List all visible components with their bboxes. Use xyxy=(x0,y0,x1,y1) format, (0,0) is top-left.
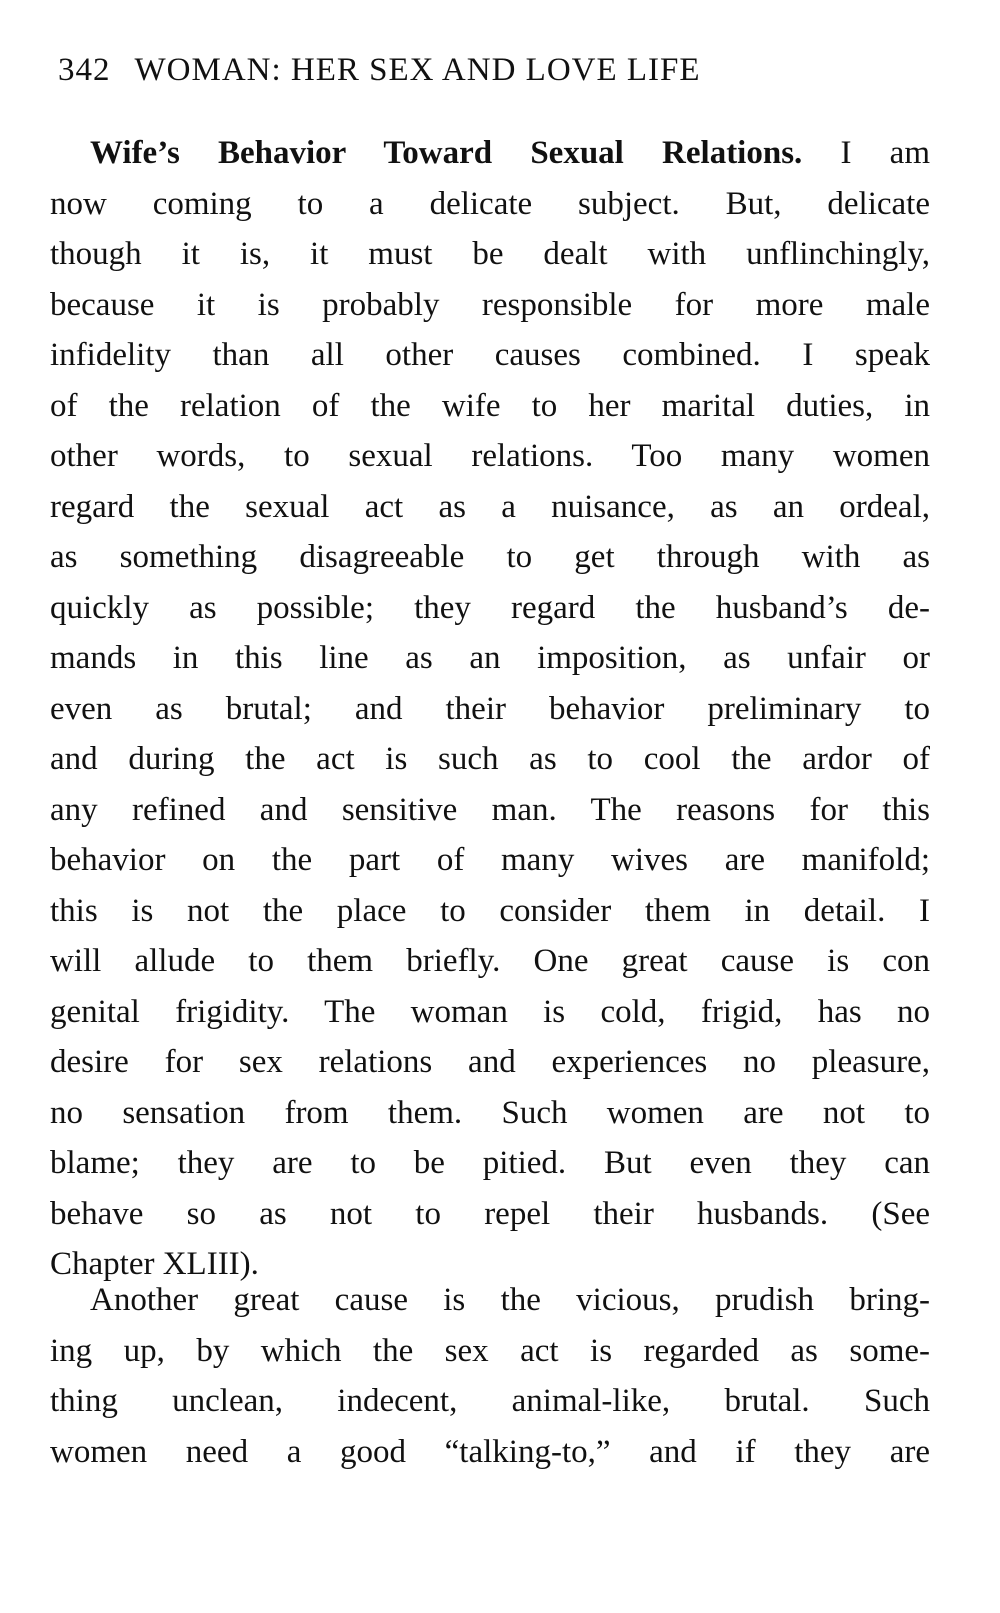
paragraph-line: desire for sex relations and experiences no pleasure, xyxy=(50,1044,930,1080)
paragraph-line: genital frigidity. The woman is cold, frigid, has no xyxy=(50,993,930,1030)
paragraph-line: no sensation from them. Such women are not to xyxy=(50,1094,930,1131)
running-header xyxy=(58,52,701,89)
paragraph-line: this is not the place to consider them in detail. I xyxy=(50,892,930,929)
paragraph-line: infidelity than all other causes combined. I speak xyxy=(50,337,930,373)
paragraph-line: behavior on the part of many wives are manifold; xyxy=(50,842,930,878)
paragraph-line: ing up, by which the sex act is regarded as some- xyxy=(50,1332,930,1369)
paragraph-line: behave so as not to repel their husbands. (See xyxy=(50,1195,930,1232)
paragraph-line: of the relation of the wife to her marital duties, in xyxy=(50,387,930,424)
paragraph-line: even as brutal; and their behavior preliminary to xyxy=(50,690,930,727)
section-heading: Wife’s Behavior Toward Sexual Relations. xyxy=(90,135,803,171)
line-text: I am xyxy=(840,135,930,171)
paragraph-line: will allude to them briefly. One great cause is con xyxy=(50,943,930,979)
paragraph-line: as something disagreeable to get through with as xyxy=(50,539,930,575)
paragraph-line: mands in this line as an imposition, as unfair or xyxy=(50,640,930,676)
paragraph-line: because it is probably responsible for more male xyxy=(50,286,930,323)
paragraph-line: now coming to a delicate subject. But, delicate xyxy=(50,185,930,222)
paragraph-line: Chapter XLIII). xyxy=(50,1246,259,1282)
paragraph-line xyxy=(50,128,930,179)
paragraph-line: women need a good “talking-to,” and if they are xyxy=(50,1433,930,1470)
paragraph-line: thing unclean, indecent, animal-like, brutal. Such xyxy=(50,1383,930,1419)
paragraph-line: and during the act is such as to cool the ardor of xyxy=(50,741,930,777)
paragraph-line: any refined and sensitive man. The reasons for this xyxy=(50,791,930,828)
paragraph-line: regard the sexual act as a nuisance, as an ordeal, xyxy=(50,488,930,525)
paragraph-line: quickly as possible; they regard the husband’s de- xyxy=(50,589,930,626)
paragraph-line: though it is, it must be dealt with unflinchingly, xyxy=(50,236,930,272)
paragraph-line: Another great cause is the vicious, prudish bring- xyxy=(90,1282,930,1318)
page-number: 342 xyxy=(58,52,111,88)
paragraph-wifes-behavior xyxy=(50,128,930,1290)
paragraph-line: other words, to sexual relations. Too many women xyxy=(50,438,930,474)
paragraph-another-cause xyxy=(50,1275,930,1477)
paragraph-line: blame; they are to be pitied. But even they can xyxy=(50,1145,930,1181)
running-title: WOMAN: HER SEX AND LOVE LIFE xyxy=(134,52,701,88)
